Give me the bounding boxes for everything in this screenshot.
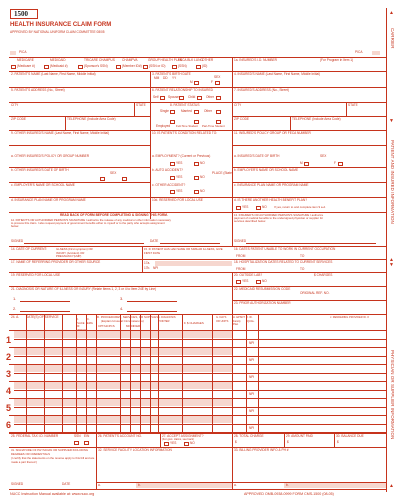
field-17a: 17a.: [144, 261, 151, 265]
checkbox-11d-no[interactable]: [256, 206, 261, 210]
field-24d-mod: MODIFIER: [126, 324, 141, 328]
pica-left: PICA: [19, 50, 27, 54]
checkbox-11a-m[interactable]: [304, 162, 309, 166]
checkbox-spouse[interactable]: [179, 96, 184, 100]
field-20-yes: YES: [242, 279, 249, 283]
field-6-child: Child: [188, 95, 196, 99]
checkbox-pt-student[interactable]: [216, 120, 221, 124]
ins-sub-tricare: (Sponsor's SSN): [84, 64, 108, 68]
checkbox-married[interactable]: [194, 110, 199, 114]
field-33: 33. BILLING PROVIDER INFO & PH #: [234, 448, 289, 452]
city-left: CITY: [11, 103, 19, 107]
v-29: [284, 433, 285, 447]
field-9b: b. OTHER INSURED'S DATE OF BIRTH: [11, 168, 69, 172]
v-state-left: [134, 102, 135, 116]
checkbox-11a-f[interactable]: [338, 162, 343, 166]
field-32: 32. SERVICE FACILITY LOCATION INFORMATION: [98, 448, 172, 452]
field-13-c: services described below.: [234, 219, 266, 223]
field-28: 28. TOTAL CHARGE: [234, 434, 264, 438]
service-column-divider: [158, 314, 159, 433]
service-column-divider: [44, 314, 45, 433]
state-left: STATE: [136, 103, 146, 107]
service-line-number: 5: [6, 403, 12, 413]
field-17b-npi: NPI: [153, 266, 159, 270]
service-column-divider: [26, 314, 27, 433]
v-27: [160, 433, 161, 447]
service-line-mid: [14, 373, 386, 374]
field-27-no: NO: [190, 441, 195, 445]
service-column-divider: [120, 314, 121, 433]
field-24f: F. $ CHARGES: [184, 321, 204, 325]
checkbox-10b-yes[interactable]: [170, 176, 175, 180]
field-7: 7. INSURED'S ADDRESS (No., Street): [234, 88, 289, 92]
checkbox-child[interactable]: [197, 96, 202, 100]
service-line-npi: NPI: [249, 375, 255, 379]
field-13-b: payment of medical benefits to the undersigned physician or supplier for: [234, 216, 324, 220]
field-12-b: to process this claim. I also request payment of government benefits either to myself or to the party who accepts assignment: [11, 221, 165, 225]
field-24c: C. EMG: [87, 318, 93, 325]
field-23: 23. PRIOR AUTHORIZATION NUMBER: [234, 301, 291, 305]
field-27-sub: (For govt. claims, see back): [162, 438, 194, 441]
ins-sub-champva: (Member ID#): [122, 64, 142, 68]
checkbox-ft-student[interactable]: [194, 120, 199, 124]
field-32b: b.: [138, 483, 141, 487]
field-8-other: Other: [204, 109, 212, 113]
zip-right: ZIP CODE: [234, 117, 249, 121]
v-tel-left: [65, 116, 66, 130]
ins-sub-other: (ID): [202, 64, 208, 68]
checkbox-ein[interactable]: [84, 441, 89, 445]
diag-2-line: [20, 311, 70, 312]
field-24b: B. PLACE OF: [76, 318, 85, 329]
ins-type-other: OTHER: [202, 58, 214, 62]
field-10b-place: PLACE (State): [212, 171, 233, 175]
ins-sub-medicare: (Medicare #): [17, 64, 35, 68]
service-line-mid: [14, 356, 386, 357]
service-column-divider: [130, 314, 131, 433]
checkbox-sex-f[interactable]: [215, 81, 220, 85]
ins-sub-feca: (SSN): [178, 64, 187, 68]
field-31-b: (I certify that the statements on the reverse apply to this bill and are made a part thereof.): [11, 456, 95, 464]
field-22-orig: ORIGINAL REF. NO.: [300, 291, 330, 295]
field-29-dollar: $: [287, 440, 289, 444]
checkbox-9b-f[interactable]: [122, 177, 127, 181]
v-21-22: [232, 272, 233, 314]
checkbox-champva[interactable]: [116, 65, 121, 69]
checkbox-single[interactable]: [170, 110, 175, 114]
service-line-mid: [14, 339, 386, 340]
sig-line-13: [246, 243, 376, 244]
field-25: 25. FEDERAL TAX I.D. NUMBER: [11, 434, 59, 438]
service-line-shade: [14, 365, 232, 372]
checkbox-ssn[interactable]: [74, 441, 79, 445]
checkbox-status-other[interactable]: [216, 110, 221, 114]
checkbox-rel-other[interactable]: [216, 96, 221, 100]
shade-32b: [136, 483, 232, 488]
diag-1: 1.: [13, 296, 17, 301]
tel-left: TELEPHONE (Include Area Code): [67, 117, 116, 121]
field-27: 27. ACCEPT ASSIGNMENT?: [162, 434, 204, 438]
field-10c-no: NO: [200, 189, 205, 193]
field-11: 11. INSURED'S POLICY GROUP OR FECA NUMBER: [234, 131, 311, 135]
v-13: [232, 212, 233, 246]
field-25-ein: EIN: [84, 434, 90, 438]
field-24j: J. RENDERING PROVIDER ID. #: [330, 316, 369, 319]
patient-insured-label: PATIENT AND INSURED INFORMATION: [390, 140, 395, 224]
v-26: [96, 433, 97, 489]
field-13: 13. INSURED'S OR AUTHORIZED PERSON'S SIGNATURE I authorize: [234, 213, 324, 217]
field-30: 30. BALANCE DUE: [336, 434, 364, 438]
service-column-divider: [212, 314, 213, 433]
field-3-sex: SEX: [214, 75, 221, 79]
field-18-to: TO: [300, 267, 305, 271]
ins-type-group: GROUP HEALTH PLAN: [148, 58, 183, 62]
section-arrow-4: ▲: [389, 483, 394, 489]
checkbox-20-yes[interactable]: [236, 280, 241, 284]
field-24-dates: DATE(S) OF SERVICE: [26, 315, 59, 319]
service-line-npi: NPI: [249, 426, 255, 430]
service-line-npi: NPI: [249, 341, 255, 345]
v-1a: [232, 57, 233, 219]
service-line-mid: [14, 424, 386, 425]
field-5: 5. PATIENT'S ADDRESS (No., Street): [11, 88, 65, 92]
diag-4-line: [127, 311, 177, 312]
field-26: 26. PATIENT'S ACCOUNT NO.: [98, 434, 142, 438]
field-11a-f: F: [334, 161, 336, 165]
diag-2: 2.: [13, 306, 17, 311]
ins-type-feca: FECA BLK LUNG: [178, 58, 203, 62]
sig-line-12-date: [160, 243, 220, 244]
field-8-pt-student: Part-Time Student: [202, 124, 225, 128]
service-line-npi: NPI: [249, 392, 255, 396]
field-33a: a.: [234, 483, 237, 487]
diag-3-line: [127, 301, 177, 302]
pica-right-shade: [372, 51, 380, 55]
checkbox-group[interactable]: [143, 65, 148, 69]
field-9d: d. INSURANCE PLAN NAME OR PROGRAM NAME: [11, 198, 86, 202]
field-8-married: Married: [181, 109, 192, 113]
v-30: [334, 433, 335, 447]
field-11a-m: M: [300, 161, 303, 165]
service-line-shade: [14, 382, 232, 389]
service-column-divider: [258, 314, 259, 433]
field-25-ssn: SSN: [74, 434, 81, 438]
field-10c: c. OTHER ACCIDENT?: [152, 183, 186, 187]
date-12: DATE: [150, 239, 159, 243]
field-10b-yes: YES: [176, 175, 183, 179]
field-11d-no: NO: [262, 205, 267, 209]
field-19: 19. RESERVED FOR LOCAL USE: [11, 273, 61, 277]
physician-supplier-label: PHYSICIAN OR SUPPLIER INFORMATION: [390, 350, 395, 440]
checkbox-feca[interactable]: [172, 65, 177, 69]
line-row6-right: [232, 145, 386, 146]
section-arrow-2: ▲: [389, 257, 394, 263]
line-row23: [9, 314, 386, 315]
approved-by: APPROVED BY NATIONAL UNIFORM CLAIM COMMITTEE 08/05: [10, 30, 105, 34]
sig-line-12: [24, 243, 144, 244]
field-24d-cpt: CPT/HCPCS: [98, 324, 115, 328]
field-10a: a. EMPLOYMENT? (Current or Previous): [152, 154, 211, 158]
field-12: 12. PATIENT'S OR AUTHORIZED PERSON'S SIGNATURE I authorize the release of any medical or other information necessary: [11, 218, 171, 222]
field-6: 6. PATIENT RELATIONSHIP TO INSURED: [152, 88, 213, 92]
checkbox-20-no[interactable]: [256, 280, 261, 284]
service-line-shade: [14, 416, 232, 423]
ins-type-champva: CHAMPVA: [122, 58, 138, 62]
carrier-arrow-up: ▲: [389, 10, 394, 16]
field-8: 8. PATIENT STATUS: [170, 103, 200, 107]
ins-type-medicaid: MEDICAID: [50, 58, 66, 62]
shade-33b: [284, 483, 386, 488]
field-6-other: Other: [206, 95, 214, 99]
ins-sub-medicaid: (Medicaid #): [50, 64, 68, 68]
field-9: 9. OTHER INSURED'S NAME (Last Name, First Name, Middle Initial): [11, 131, 110, 135]
service-line-mid: [14, 407, 386, 408]
field-11b: b. EMPLOYER'S NAME OR SCHOOL NAME: [234, 168, 299, 172]
field-18: 18. HOSPITALIZATION DATES RELATED TO CURRENT SERVICES: [234, 260, 333, 264]
checkbox-10c-no[interactable]: [194, 190, 199, 194]
form-number: 1500: [14, 10, 28, 18]
v-28: [232, 433, 233, 489]
field-11a: a. INSURED'S DATE OF BIRTH: [234, 154, 280, 158]
checkbox-sex-m[interactable]: [194, 81, 199, 85]
field-10a-yes: YES: [176, 161, 183, 165]
service-line-shade: [14, 399, 232, 406]
field-29: 29. AMOUNT PAID: [286, 434, 313, 438]
v-state-right: [346, 102, 347, 116]
field-10: 10. IS PATIENT'S CONDITION RELATED TO:: [152, 131, 218, 135]
service-column-divider: [150, 314, 151, 433]
field-9a: a. OTHER INSURED'S POLICY OR GROUP NUMBER: [11, 154, 90, 158]
service-line-number: 3: [6, 369, 12, 379]
service-line-number: 4: [6, 386, 12, 396]
field-11d: d. IS THERE ANOTHER HEALTH BENEFIT PLAN?: [234, 198, 307, 202]
service-column-divider: [140, 314, 141, 433]
field-33b: b.: [286, 483, 289, 487]
service-column-divider: [96, 314, 97, 433]
service-line-number: 6: [6, 420, 12, 430]
field-6-self: Self: [153, 95, 159, 99]
checkbox-medicare[interactable]: [11, 65, 16, 69]
checkbox-11d-yes[interactable]: [236, 206, 241, 210]
checkbox-10b-no[interactable]: [194, 176, 199, 180]
footer-right: APPROVED OMB-0938-0999 FORM CMS-1500 (08-05): [244, 492, 334, 496]
field-24h: H. EPSDT Family Plan: [233, 316, 245, 327]
field-20-no: NO: [262, 279, 267, 283]
ins-type-tricare: TRICARE CHAMPUS: [84, 58, 115, 62]
line-row6-left: [9, 145, 150, 146]
field-28-dollar: $: [235, 440, 237, 444]
field-11d-note: If yes, return to and complete item 9 a-d.: [274, 205, 326, 209]
service-column-divider: [76, 314, 77, 433]
field-22: 22. MEDICAID RESUBMISSION CODE: [234, 287, 291, 291]
checkbox-employed[interactable]: [170, 120, 175, 124]
field-8-employed: Employed: [156, 124, 171, 128]
field-10a-no: NO: [200, 161, 205, 165]
field-11d-yes: YES: [242, 205, 249, 209]
field-2: 2. PATIENT'S NAME (Last Name, First Name, Middle Initial): [11, 72, 96, 76]
pica-right: PICA: [355, 50, 363, 54]
field-15: 15. IF PATIENT HAS HAD SAME OR SIMILAR ILLNESS, GIVE FIRST DATE: [144, 247, 223, 255]
field-20-charges: $ CHARGES: [314, 273, 333, 277]
field-24g: G. DAYS OR UNITS: [216, 316, 229, 323]
service-line-shade: [14, 348, 232, 355]
checkbox-9b-m[interactable]: [100, 177, 105, 181]
service-column-divider: [86, 314, 87, 433]
signed-31: SIGNED: [11, 482, 24, 486]
checkbox-other[interactable]: [196, 65, 201, 69]
checkbox-medicaid[interactable]: [44, 65, 49, 69]
service-column-divider: [232, 314, 233, 433]
zip-left: ZIP CODE: [11, 117, 26, 121]
field-6-spouse: Spouse: [168, 95, 179, 99]
diag-3: 3.: [120, 296, 124, 301]
form-title: HEALTH INSURANCE CLAIM FORM: [10, 22, 112, 28]
field-11a-sex: SEX: [320, 154, 327, 158]
service-line-mid: [14, 390, 386, 391]
service-column-divider: [62, 314, 63, 433]
field-24d: D. PROCEDURES, SERVICES, OR SUPPLIES: [97, 315, 159, 319]
diag-4: 4.: [120, 306, 124, 311]
field-10b: b. AUTO ACCIDENT?: [152, 168, 183, 172]
checkbox-self[interactable]: [160, 96, 165, 100]
service-line-number: 1: [6, 335, 12, 345]
checkbox-10a-no[interactable]: [194, 162, 199, 166]
shade-17a: [155, 261, 232, 266]
field-16-to: TO: [300, 254, 305, 258]
field-3: 3. PATIENT'S BIRTH DATE: [152, 72, 191, 76]
field-3-mm: MM: [154, 76, 160, 80]
service-line-number: 2: [6, 352, 12, 362]
tel-right: TELEPHONE (Include Area Code): [292, 117, 341, 121]
service-line-npi: NPI: [249, 409, 255, 413]
field-4: 4. INSURED'S NAME (Last Name, First Name, Middle Initial): [234, 72, 320, 76]
field-16-from: FROM: [236, 254, 246, 258]
carrier-label: CARRIER: [390, 28, 395, 49]
field-24d-sub: (Explain Unusual Circumstances): [101, 319, 144, 323]
date-31: DATE: [62, 482, 71, 486]
field-31: 31. SIGNATURE OF PHYSICIAN OR SUPPLIER INCLUDING DEGREES OR CREDENTIALS: [11, 448, 89, 456]
field-11c: c. INSURANCE PLAN NAME OR PROGRAM NAME: [234, 183, 309, 187]
field-16: 16. DATES PATIENT UNABLE TO WORK IN CURRENT OCCUPATION: [234, 247, 336, 251]
field-3-m: M: [190, 80, 193, 84]
field-27-yes: YES: [170, 441, 177, 445]
footer-left: NUCC Instruction Manual available at: www.nucc.org: [10, 492, 95, 496]
section-arrow-3: ▼: [389, 262, 394, 268]
v-tel-right: [290, 116, 291, 130]
field-10c-yes: YES: [176, 189, 183, 193]
checkbox-10a-yes[interactable]: [170, 162, 175, 166]
field-9b-sex: SEX: [110, 171, 117, 175]
service-line-shade: [14, 331, 232, 338]
field-3-yy: YY: [172, 76, 177, 80]
city-right: CITY: [234, 103, 242, 107]
field-18-from: FROM: [236, 267, 246, 271]
field-14: 14. DATE OF CURRENT:: [11, 247, 47, 251]
pica-left-shade: [10, 51, 16, 55]
field-10d: 10d. RESERVED FOR LOCAL USE: [152, 198, 203, 202]
signed-13: SIGNED: [234, 239, 247, 243]
field-24a: 24. A.: [11, 315, 20, 319]
field-8-single: Single: [160, 109, 169, 113]
ins-type-medicare: MEDICARE: [17, 58, 34, 62]
field-1a: 1a. INSURED'S I.D. NUMBER: [234, 58, 277, 62]
checkbox-27-no[interactable]: [184, 442, 189, 446]
field-3-f: F: [211, 80, 213, 84]
checkbox-tricare[interactable]: [78, 65, 83, 69]
field-24e: E. DIAGNOSIS POINTER: [158, 316, 176, 323]
field-9c: c. EMPLOYER'S NAME OR SCHOOL NAME: [11, 183, 75, 187]
service-line-npi: NPI: [249, 358, 255, 362]
checkbox-10c-yes[interactable]: [170, 190, 175, 194]
ins-sub-group: (SSN or ID): [149, 64, 166, 68]
field-10b-no: NO: [200, 175, 205, 179]
field-24i: I. ID. QUAL.: [247, 316, 255, 323]
field-30-dollar: $: [337, 440, 339, 444]
field-17b: 17b.: [144, 266, 151, 270]
service-column-divider: [182, 314, 183, 433]
field-32a: a.: [98, 483, 101, 487]
field-12-c: below.: [11, 224, 19, 228]
field-21: 21. DIAGNOSIS OR NATURE OF ILLNESS OR INJURY (Relate Items 1, 2, 3 or 4 to Item 24E by Line): [11, 287, 157, 291]
field-1a-note: (For Program in Item 1): [320, 58, 354, 62]
field-3-dd: DD: [163, 76, 168, 80]
field-20: 20. OUTSIDE LAB?: [234, 273, 263, 277]
read-back: READ BACK OF FORM BEFORE COMPLETING & SIGNING THIS FORM.: [60, 213, 168, 217]
field-17: 17. NAME OF REFERRING PROVIDER OR OTHER SOURCE: [11, 260, 101, 264]
field-14-b: ILLNESS (First symptom) OR INJURY (Accident) OR PREGNANCY(LMP): [56, 247, 93, 259]
diag-1-line: [20, 301, 70, 302]
section-arrow-1: ▼: [389, 118, 394, 124]
signed-12: SIGNED: [11, 239, 24, 243]
checkbox-27-yes[interactable]: [164, 442, 169, 446]
field-8-ft-student: Full-Time Student: [176, 124, 198, 128]
service-column-divider: [246, 314, 247, 433]
right-edge-line: [386, 8, 387, 492]
line-bottom: [9, 489, 386, 490]
state-right: STATE: [348, 103, 358, 107]
